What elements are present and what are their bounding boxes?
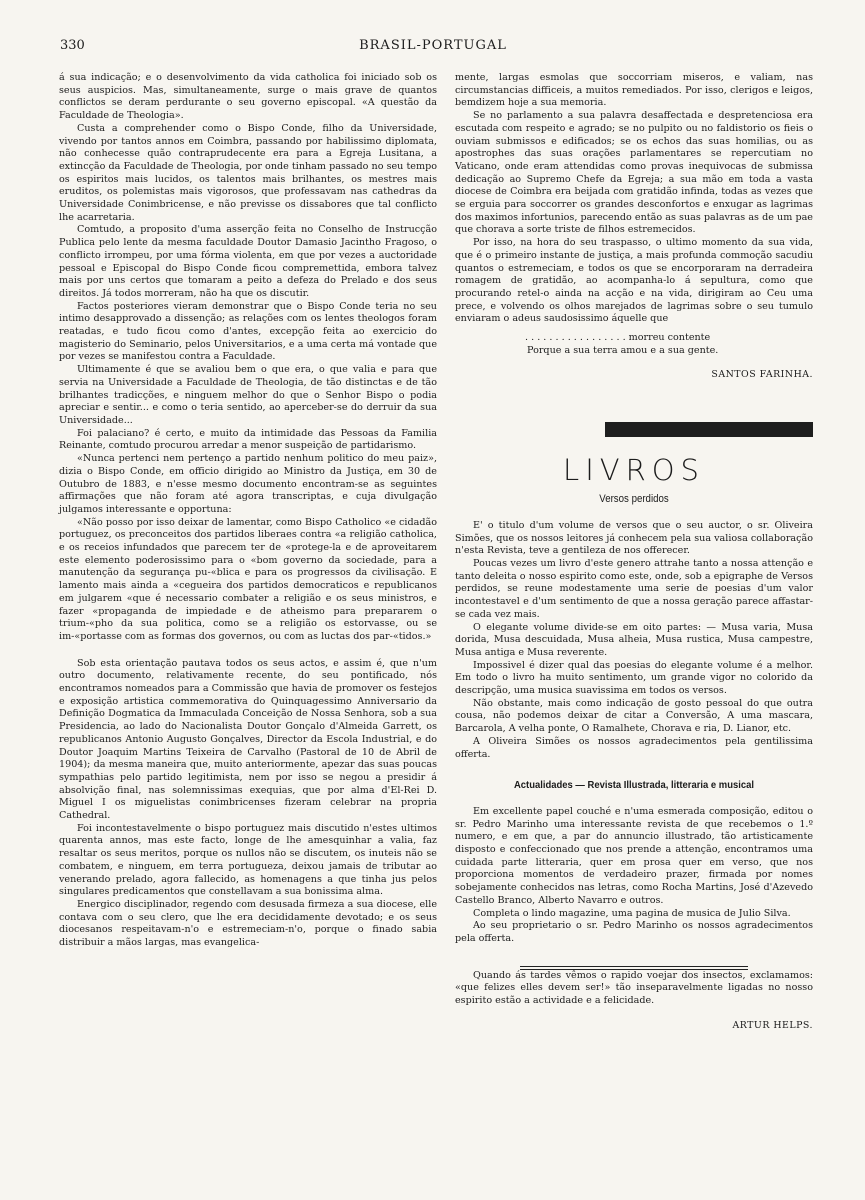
review-heading: Actualidades — Revista Illustrada, litteraria e musical (513, 779, 755, 792)
review-heading: Versos perdidos (599, 493, 669, 506)
paragraph: E' o titulo d'um volume de versos que o seu auctor, o sr. Oliveira Simões, que os nossos leitores já conhecem pela sua valiosa collaboração n'esta Revista, teve a gentileza de nos offerecer. (455, 519, 813, 557)
paragraph: Poucas vezes um livro d'este genero attrahe tanto a nossa attenção e tanto deleita o nosso espirito como este, onde, sob a epigraphe de Versos perdidos, se reune modestamente uma serie de poesias d'um valor incontestavel e d'um sentimento de que a nossa geração parece affastar-se cada vez mais. (455, 557, 813, 620)
paragraph: Ultimamente é que se avaliou bem o que era, o que valia e para que servia na Universidade a Faculdade de Theologia, de tão distinctas e de tão brilhantes tradicções, e ninguem melhor do que o Senhor Bispo o podia apreciar e sentir... e como o teria sentido, ao aperceber-se do derruir da sua Universidade... (59, 364, 437, 426)
paragraph: Em excellente papel couché e n'uma esmerada composição, editou o sr. Pedro Marinho uma interessante revista de que recebemos o 1.º numero, e em que, a par do annuncio illustrado, tão artisticamente disposto e confeccionado que nos prende a attenção, encontramos uma cuidada parte litteraria, quer em prosa quer em verso, que nos proporciona momentos de verdadeiro prazer, firmada por nomes sobejamente conhecidos nas letras, como Rocha Martins, José d'Azevedo Castello Branco, Alberto Navarro e outros. (455, 805, 813, 906)
paragraph: Energico disciplinador, regendo com desusada firmeza a sua diocese, elle contava com o seu clero, que lhe era decididamente devotado; e os seus diocesanos respeitavam-n'o e estremeciam-n'o, porque o finado sabia distribuir a mãos largas, mas evangelica- (59, 899, 437, 949)
paragraph: Se no parlamento a sua palavra desaffectada e despretenciosa era escutada com respeito e agrado; se no pulpito ou no faldistorio os fieis o ouviam submissos e edificados; se os echos das suas homilias, ou as apostrophes das suas orações parlamentares se repercutiam no Vaticano, onde eram attendidas como provas inequivocas de submissa dedicação ao Supremo Chefe da Egreja; a sua mão em toda a vasta diocese de Coimbra era beijada com gratidão infinda, todas as vezes que se erguia para soccorrer os grandes desconfortos e enxugar as lagrimas dos maximos infortunios, parecendo então as suas palavras as de um pae que chorava a sorte triste de filhos estremecidos. (455, 110, 813, 236)
verse-line: Porque a sua terra amou e a sua gente. (527, 344, 719, 356)
paragraph: Comtudo, a proposito d'uma asserção feita no Conselho de Instrucção Publica pelo lente da mesma faculdade Doutor Damasio Jacintho Fragoso, o conflicto irrompeu, por uma fórma violenta, em que por vezes a auctoridade pessoal e Episcopal do Bispo Conde ficou compremettida, embora talvez mais por uns certos que tomaram a peito a defeza do Prelado e dos seus direitos. Já todos morreram, não ha que os discutir. (59, 224, 437, 299)
paragraph: mente, largas esmolas que soccorriam miseros, e valiam, nas circumstancias difficeis, a muitos remediados. Por isso, clerigos e leigos, bemdizem hoje a sua memoria. (455, 72, 813, 109)
paragraph: Ao seu proprietario o sr. Pedro Marinho os nossos agradecimentos pela offerta. (455, 920, 813, 944)
verse-line: . . . . . . . . . . . . . . . . . morreu contente (525, 332, 711, 344)
journal-title: BRASIL-PORTUGAL (359, 38, 507, 53)
left-column (59, 72, 437, 950)
paragraph: á sua indicação; e o desenvolvimento da vida catholica foi iniciado sob os seus auspicios. Mas, simultaneamente, surge o mais grave de quantos conflictos se deram perdurante o seu governo episcopal. «A questão da Faculdade de Theologia». (59, 72, 437, 122)
paragraph: O elegante volume divide-se em oito partes: — Musa varia, Musa dorida, Musa descuidada, Musa alheia, Musa rustica, Musa campestre, Musa antiga e Musa reverente. (455, 621, 813, 658)
section-divider-bar (605, 422, 813, 437)
right-column (455, 72, 813, 1032)
paragraph: Sob esta orientação pautava todos os seus actos, e assim é, que n'um outro documento, relativamente recente, do seu pontificado, nós encontramos nomeados para a Commissão que havia de promover os festejos e exposição artistica commemorativa do Quinquagessimo Anniversario da Definição Dogmatica da Immaculada Conceição de Nossa Senhora, sob a sua Presidencia, ao lado do Nacionalista Doutor Gonçalo d'Almeida Garrett, os republicanos Antonio Augusto Gonçalves, Director da Escola Industrial, e do Doutor Joaquim Martins Teixeira de Carvalho (Pastoral de 10 de Abril de 1904); da mesma maneira que, muito anteriormente, apezar das suas poucas sympathias pelo partido legitimista, nem por isso se negou a presidir á absolvição final, nas solemnissimas exequias, que por alma d'El-Rei D. Miguel I os miguelistas conimbricenses fizeram celebrar na propria Cathedral. (59, 657, 437, 822)
paragraph: Por isso, na hora do seu traspasso, o ultimo momento da sua vida, que é o primeiro instante de justiça, a mais profunda commoção sacudiu quantos o estremeciam, e todos os que se encorporaram na derradeira romagem de gratidão, ao acompanha-lo á sepultura, como que procurando retel-o ainda na acção e na vida, dirigiram ao Ceu uma prece, e volvendo os olhos marejados de lagrimas sobre o seu tumulo enviaram o adeus saudosissimo áquelle que (455, 237, 813, 325)
paragraph: Custa a comprehender como o Bispo Conde, filho da Universidade, vivendo por tantos annos em Coimbra, passando por habilissimo diplomata, não conhecesse quão contraprudecente era para a Egreja Lusitana, a extincção da Faculdade de Theologia, por onde tinham passado no seu tempo os espiritos mais lucidos, os talentos mais brilhantes, os mestres mais eruditos, os polemistas mais vigorosos, que professavam nas cathedras da Universidade Conimbricense, e não previsse os dissabores que tal conflicto lhe acarretaria. (59, 122, 437, 223)
paragraph: Completa o lindo magazine, uma pagina de musica de Julio Silva. (473, 907, 791, 919)
page-header (60, 38, 806, 58)
section-title: LIVROS (563, 453, 705, 488)
epigraph-author: ARTUR HELPS. (732, 1019, 813, 1031)
paragraph: Foi palaciano? é certo, e muito da intimidade das Pessoas da Familia Reinante, comtudo procurou arredar a menor suspeição de partidarismo. (59, 427, 437, 452)
paragraph: Factos posteriores vieram demonstrar que o Bispo Conde teria no seu intimo desapprovado a dissenção; as relações com os lentes theologos foram reatadas, e tudo ficou como d'antes, excepção feita ao exercicio do magisterio do Seminario, pelos Universitarios, e a uma certa má vontade que por vezes se manifestou contra a Faculdade. (59, 300, 437, 363)
paragraph: Foi incontestavelmente o bispo portuguez mais discutido n'estes ultimos quarenta annos, mas este facto, longe de lhe amesquinhar a valia, faz resaltar os seus meritos, porque os nullos não se discutem, os inuteis não se combatem, e ninguem, em terra portugueza, deixou jamais de tributar ao venerando prelado, agora fallecido, as homenagens a que tinha jus pelos singulares predicamentos que constellavam a sua bonissima alma. (59, 822, 437, 898)
paragraph: A Oliveira Simões os nossos agradecimentos pela gentilissima offerta. (455, 735, 813, 760)
quote-text: «Não posso por isso deixar de lamentar, como Bispo Catholico «e cidadão portuguez, os preconceitos dos partidos liberaes contra «a religião catholica, e os receios infundados que parecem ter de «protege-la e de aproveitarem este elemento poderosissimo para o «bom governo da sociedade, para a manutenção da segurança pu-«blica e para os progressos da civilisação. E lamento mais ainda a «cegueira dos partidos democraticos e republicanos em julgarem «que é necessario combater a religião e os seus ministros, e fazer «propaganda de impiedade e de atheismo para prepararem o trium-«pho da sua politica, como se a religião os estorvasse, ou se im-«portasse com as formas dos governos, ou com as luctas dos par-«tidos.» (59, 516, 437, 642)
epigraph: Quando ás tardes vêmos o rapido voejar dos insectos, exclamamos: «que felizes elles devem ser!» tão inseparavelmente ligadas no nosso espirito estão a actividade e a felicidade. (455, 969, 813, 1007)
paragraph: Impossivel é dizer qual das poesias do elegante volume é a melhor. Em todo o livro ha muito sentimento, um grande vigor no colorido da descripção, uma musica suavissima em todos os versos. (455, 659, 813, 697)
paragraph: «Nunca pertenci nem pertenço a partido nenhum politico do meu paiz», dizia o Bispo Conde, em officio dirigido ao Ministro da Justiça, em 30 de Outubro de 1883, e n'esse mesmo documento encontram-se as seguintes affirmações que não foram até agora transcriptas, e cuja divulgação julgamos interessante e opportuna: (59, 453, 437, 515)
paragraph: Não obstante, mais como indicação de gosto pessoal do que outra cousa, não podemos deixar de citar a Conversão, A uma mascara, Barcarola, A velha ponte, O Ramalhete, Chorava e ria, D. Lianor, etc. (455, 697, 813, 735)
page-number: 330 (60, 38, 85, 53)
quoted-document (59, 517, 437, 644)
author-signature: SANTOS FARINHA. (711, 369, 813, 381)
